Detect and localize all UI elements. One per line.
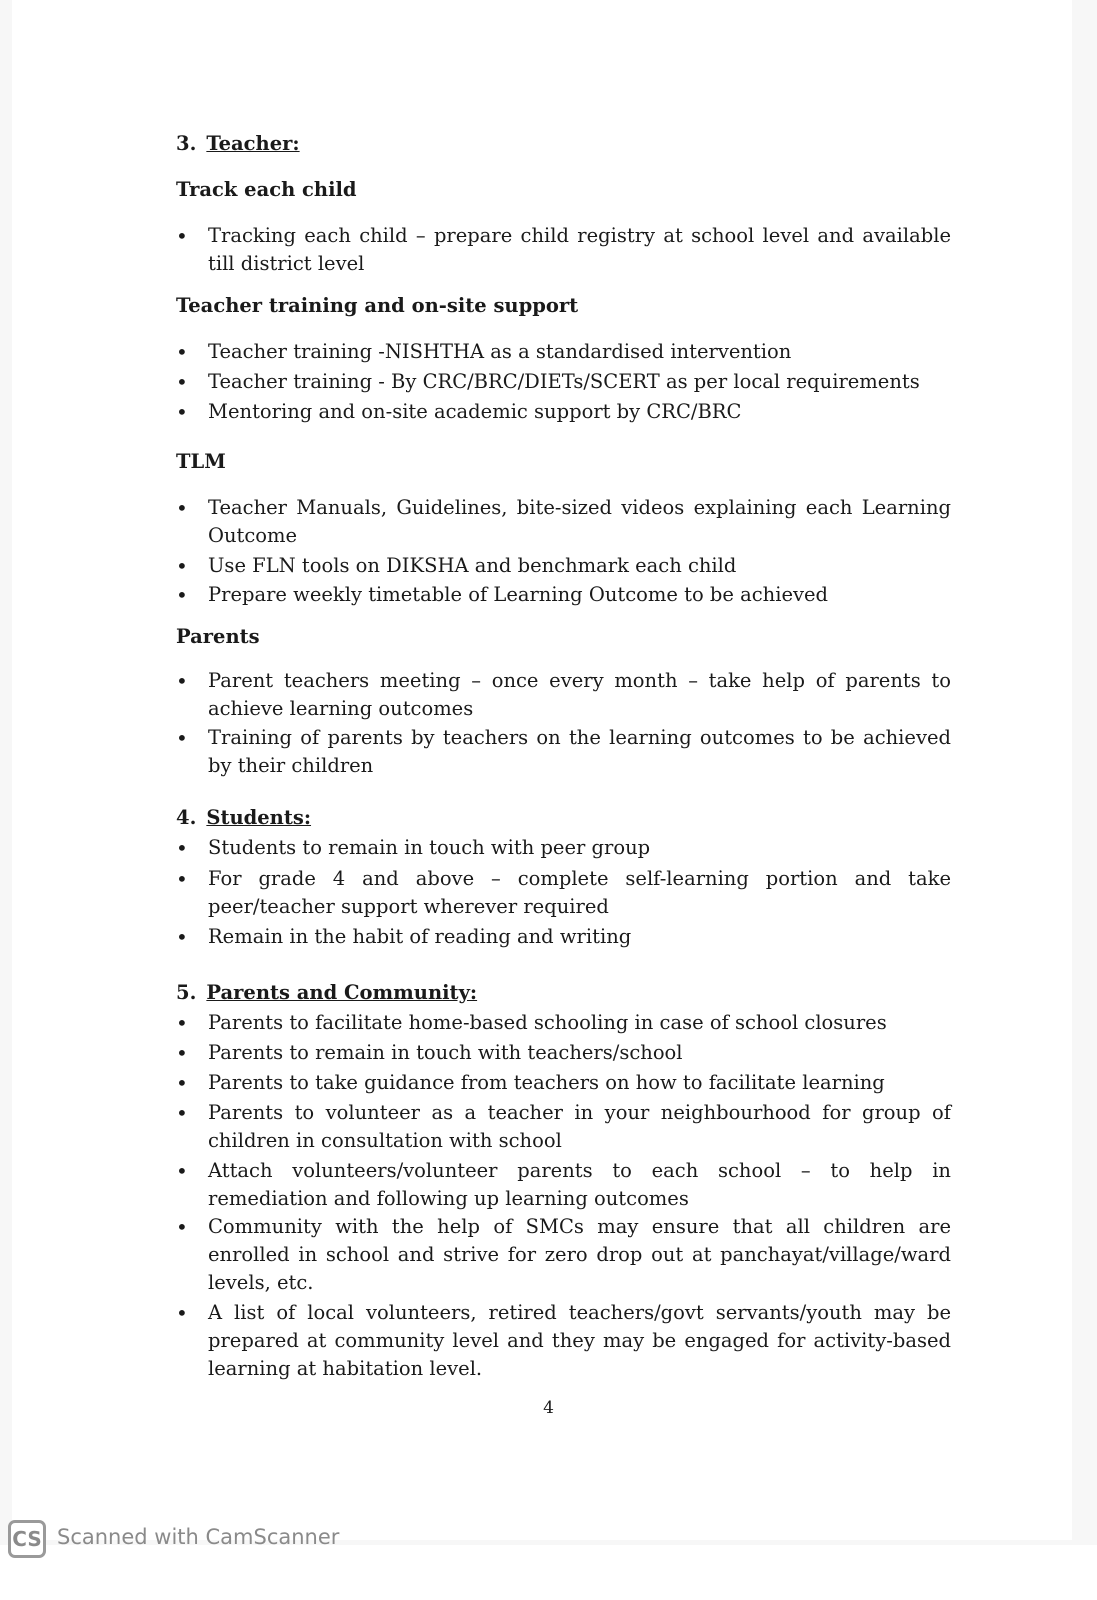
list-item: • Students to remain in touch with peer group <box>176 834 951 862</box>
list-item: • A list of local volunteers, retired teachers/govt servants/youth may be prepared at community level and they may be engaged for activity-based learning at habitation level. <box>176 1299 951 1383</box>
list-item: • Attach volunteers/volunteer parents to each school – to help in remediation and following up learning outcomes <box>176 1157 951 1213</box>
list-item: • Teacher training -NISHTHA as a standardised intervention <box>176 338 951 366</box>
section-community-heading <box>176 979 951 1007</box>
list-item: • Parents to volunteer as a teacher in your neighbourhood for group of children in consultation with school <box>176 1099 951 1155</box>
list-item: • Parents to take guidance from teachers on how to facilitate learning <box>176 1069 951 1097</box>
camscanner-watermark: Scanned with CamScanner <box>57 1525 340 1549</box>
list-item: • Use FLN tools on DIKSHA and benchmark each child <box>176 552 951 580</box>
camscanner-logo-icon: CS <box>8 1520 46 1558</box>
section-title: Students: <box>206 806 312 829</box>
list-item: • Mentoring and on-site academic support by CRC/BRC <box>176 398 951 426</box>
subheading-tlm: TLM <box>176 450 226 473</box>
section-number: 3. <box>176 132 197 155</box>
community-list <box>176 1009 951 1383</box>
section-teacher-heading <box>176 130 951 158</box>
track-list <box>176 222 951 278</box>
list-item: • Remain in the habit of reading and writing <box>176 923 951 951</box>
list-item: • Teacher Manuals, Guidelines, bite-sized videos explaining each Learning Outcome <box>176 494 951 550</box>
document-content <box>176 130 951 1383</box>
list-item: • Community with the help of SMCs may ensure that all children are enrolled in school and strive for zero drop out at panchayat/village/ward levels, etc. <box>176 1213 951 1297</box>
list-item: • Parent teachers meeting – once every month – take help of parents to achieve learning outcomes <box>176 667 951 723</box>
section-title: Parents and Community: <box>206 981 478 1004</box>
scanner-footer <box>0 1545 1097 1600</box>
list-item: • For grade 4 and above – complete self-learning portion and take peer/teacher support wherever required <box>176 865 951 921</box>
section-students-heading <box>176 804 951 832</box>
section-title: Teacher: <box>206 132 300 155</box>
list-item: • Prepare weekly timetable of Learning Outcome to be achieved <box>176 581 951 609</box>
parents-list <box>176 667 951 780</box>
list-item: • Teacher training - By CRC/BRC/DIETs/SCERT as per local requirements <box>176 368 951 396</box>
subheading-track: Track each child <box>176 178 357 201</box>
list-item: • Parents to remain in touch with teachers/school <box>176 1039 951 1067</box>
students-list <box>176 834 951 951</box>
list-item: • Tracking each child – prepare child registry at school level and available till district level <box>176 222 951 278</box>
list-item: • Training of parents by teachers on the learning outcomes to be achieved by their children <box>176 724 951 780</box>
subheading-parents: Parents <box>176 625 260 648</box>
list-item: • Parents to facilitate home-based schooling in case of school closures <box>176 1009 951 1037</box>
subheading-training: Teacher training and on-site support <box>176 294 579 317</box>
training-list <box>176 338 951 426</box>
section-number: 5. <box>176 981 197 1004</box>
tlm-list <box>176 494 951 609</box>
section-number: 4. <box>176 806 197 829</box>
page-number: 4 <box>543 1398 554 1418</box>
